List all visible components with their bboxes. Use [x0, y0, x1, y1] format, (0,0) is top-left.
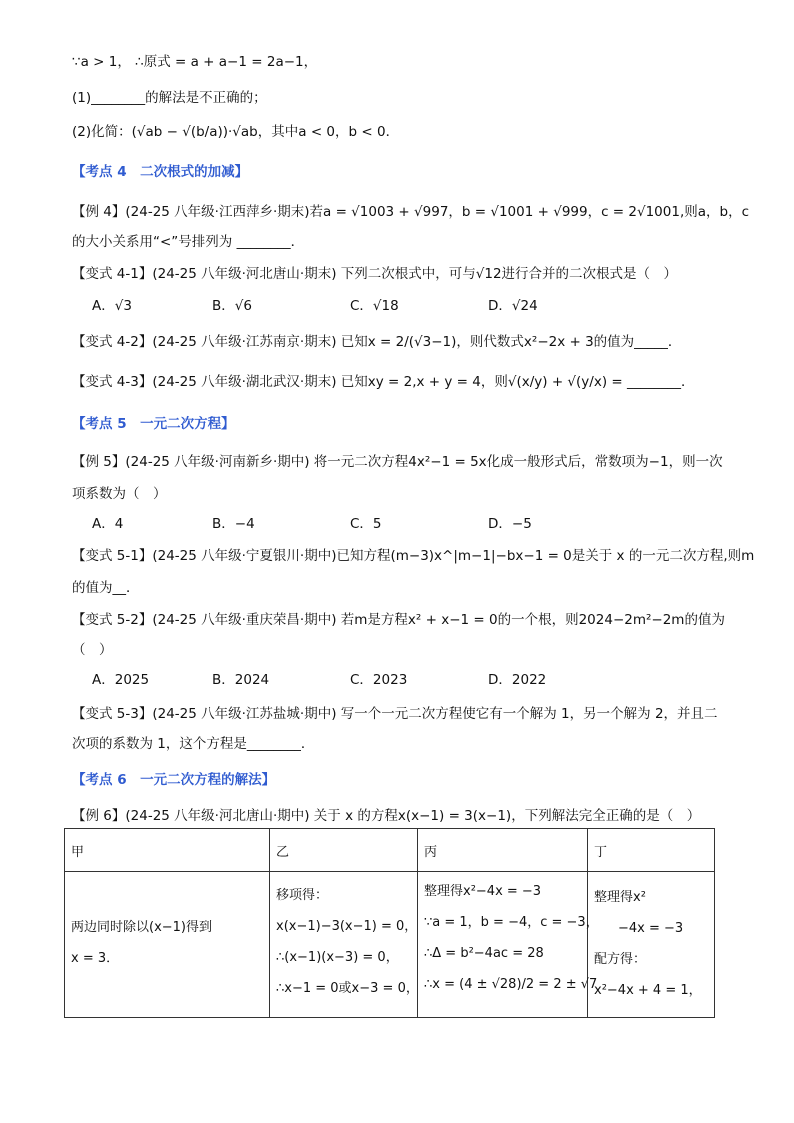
- option-b: B．−4: [212, 516, 255, 532]
- header-ding: 丁: [588, 829, 715, 872]
- solutions-table: [64, 828, 715, 1018]
- option-a: A．2025: [92, 672, 150, 688]
- cell-line: 整理得x²: [594, 890, 646, 905]
- section-heading-6: 【考点 6 一元二次方程的解法】: [72, 772, 276, 788]
- question-2: (2)化简：(√ab − √(b/a))·√ab，其中a < 0，b < 0．: [72, 124, 400, 140]
- text-line-1: ∵a > 1， ∴原式 = a + a−1 = 2a−1，: [72, 54, 318, 70]
- option-d: D．−5: [488, 516, 532, 532]
- cell-jia: [65, 872, 270, 1018]
- cell-line: ∴x = (4 ± √28)/2 = 2 ± √7: [424, 977, 598, 992]
- option-a: A．√3: [92, 298, 132, 314]
- variant-5-1-line-1: 【变式 5-1】(24-25 八年级·宁夏银川·期中)已知方程(m−3)x^|m−1|−bx−1 = 0是关于 x 的一元二次方程,则m: [72, 548, 755, 564]
- example-4-line-1: 【例 4】(24-25 八年级·江西萍乡·期末)若a = √1003 + √997，b = √1001 + √999，c = 2√1001,则a，b，c: [72, 204, 750, 220]
- option-b: B．2024: [212, 672, 270, 688]
- option-d: D．2022: [488, 672, 547, 688]
- cell-line: ∵a = 1，b = −4，c = −3，: [424, 915, 599, 930]
- table-header-row: [65, 829, 715, 872]
- option-b: B．√6: [212, 298, 252, 314]
- variant-4-1: 【变式 4-1】(24-25 八年级·河北唐山·期末) 下列二次根式中，可与√12进行合并的二次根式是（ ）: [72, 266, 678, 282]
- cell-line: ∴(x−1)(x−3) = 0，: [276, 950, 399, 965]
- header-bing: 丙: [418, 829, 588, 872]
- cell-line: ∴Δ = b²−4ac = 28: [424, 946, 544, 961]
- option-c: C．2023: [350, 672, 408, 688]
- table-body-row: [65, 872, 715, 1018]
- variant-5-3-line-2: 次项的系数为 1，这个方程是________．: [72, 736, 315, 752]
- cell-line: x = 3．: [71, 951, 120, 966]
- example-5-line-1: 【例 5】(24-25 八年级·河南新乡·期中) 将一元二次方程4x²−1 = 5x化成一般形式后，常数项为−1，则一次: [72, 454, 723, 470]
- option-d: D．√24: [488, 298, 538, 314]
- variant-5-2-line-1: 【变式 5-2】(24-25 八年级·重庆荣昌·期中) 若m是方程x² + x−1 = 0的一个根，则2024−2m²−2m的值为: [72, 612, 725, 628]
- cell-line: 两边同时除以(x−1)得到: [71, 920, 213, 935]
- section-heading-4: 【考点 4 二次根式的加减】: [72, 164, 249, 180]
- example-5-line-2: 项系数为（ ）: [72, 486, 167, 502]
- cell-line: 移项得：: [276, 888, 329, 903]
- cell-line: x(x−1)−3(x−1) = 0，: [276, 919, 418, 934]
- variant-4-3: 【变式 4-3】(24-25 八年级·湖北武汉·期末) 已知xy = 2,x + y = 4，则√(x/y) + √(y/x) = ________．: [72, 374, 695, 390]
- variant-5-1-line-2: 的值为__．: [72, 580, 140, 596]
- cell-line: −4x = −3: [618, 921, 684, 936]
- header-yi: 乙: [270, 829, 418, 872]
- section-heading-5: 【考点 5 一元二次方程】: [72, 416, 235, 432]
- question-1: (1)________的解法是不正确的；: [72, 90, 267, 106]
- cell-bing: [418, 872, 599, 1018]
- cell-line: 配方得：: [594, 952, 647, 967]
- option-c: C．5: [350, 516, 382, 532]
- cell-line: x²−4x + 4 = 1，: [594, 983, 702, 998]
- cell-ding: [588, 872, 715, 1018]
- variant-5-2-line-2: （ ）: [72, 642, 113, 658]
- example-6: 【例 6】(24-25 八年级·河北唐山·期中) 关于 x 的方程x(x−1) = 3(x−1)，下列解法完全正确的是（ ）: [72, 808, 701, 824]
- cell-line: ∴x−1 = 0或x−3 = 0，: [276, 981, 419, 996]
- variant-5-3-line-1: 【变式 5-3】(24-25 八年级·江苏盐城·期中) 写一个一元二次方程使它有一个解为 1，另一个解为 2，并且二: [72, 706, 718, 722]
- option-c: C．√18: [350, 298, 399, 314]
- header-jia: 甲: [65, 829, 270, 872]
- cell-yi: [270, 872, 418, 1018]
- example-4-line-2: 的大小关系用“<”号排列为 ________．: [72, 234, 305, 250]
- cell-line: 整理得x²−4x = −3: [424, 884, 542, 899]
- variant-4-2: 【变式 4-2】(24-25 八年级·江苏南京·期末) 已知x = 2/(√3−1)，则代数式x²−2x + 3的值为_____．: [72, 334, 682, 350]
- option-a: A．4: [92, 516, 124, 532]
